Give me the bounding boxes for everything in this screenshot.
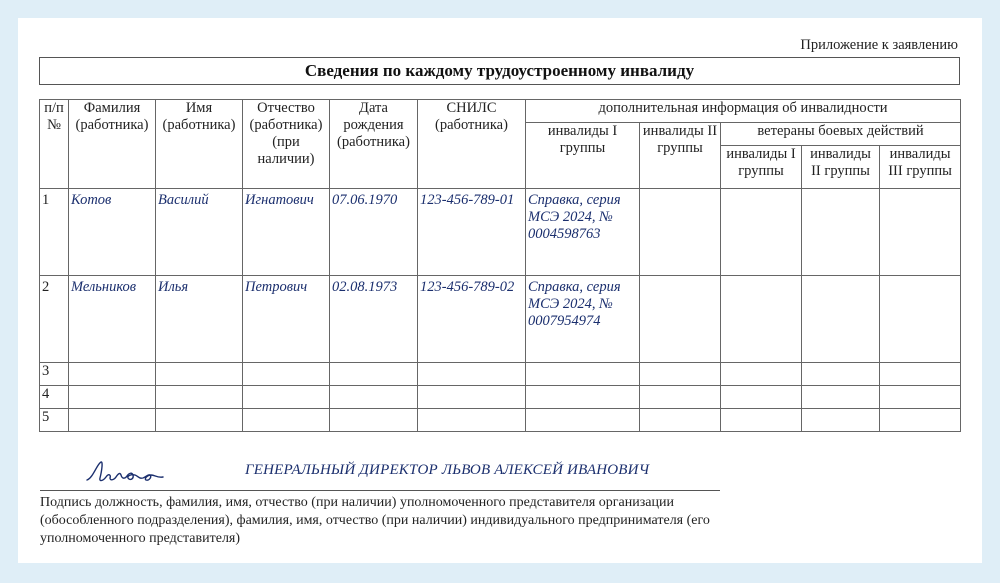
table-row [40, 189, 961, 276]
row-number: 1 [40, 189, 69, 276]
row-number: 4 [40, 386, 69, 409]
table-row [40, 363, 961, 386]
surname-cell: Мельников [69, 276, 156, 363]
surname-cell: Котов [69, 189, 156, 276]
handwritten-signature [83, 456, 173, 486]
empty-cell [721, 189, 802, 276]
header-disabled-group-1: инвалиды I группы [526, 123, 640, 189]
empty-cell [640, 189, 721, 276]
empty-cell [880, 276, 961, 363]
empty-cell [802, 189, 880, 276]
name-cell: Илья [156, 276, 243, 363]
header-num: п/п № [40, 100, 69, 189]
table-row [40, 276, 961, 363]
document-sheet [18, 18, 982, 563]
table-row [40, 386, 961, 409]
row-number: 2 [40, 276, 69, 363]
header-additional-info: дополнительная информация об инвалидности [526, 100, 961, 123]
header-veterans: ветераны боевых действий [721, 123, 961, 146]
disability-info-cell: Справка, серия МСЭ 2024, № 0007954974 [526, 276, 640, 363]
employees-table [39, 99, 961, 432]
empty-cell [880, 189, 961, 276]
header-surname: Фамилия (работника) [69, 100, 156, 189]
document-title: Сведения по каждому трудоустроенному инвалиду [39, 57, 960, 85]
row-number: 5 [40, 409, 69, 432]
header-disabled-group-2: инвалиды II группы [640, 123, 721, 189]
patronymic-cell: Петрович [243, 276, 330, 363]
table-row [40, 409, 961, 432]
header-snils: СНИЛС (работника) [418, 100, 526, 189]
birthdate-cell: 02.08.1973 [330, 276, 418, 363]
patronymic-cell: Игнатович [243, 189, 330, 276]
signature-caption: Подпись должность, фамилия, имя, отчество (при наличии) уполномоченного представителя организации (обособленного подразделения), фамилия, имя, отчество (при наличии) индивидуального предпринимателя (его уполномоченного представителя) [40, 495, 710, 546]
signature-line [40, 456, 720, 491]
empty-cell [640, 276, 721, 363]
header-patronymic: Отчество (работника) (при наличии) [243, 100, 330, 189]
snils-cell: 123-456-789-01 [418, 189, 526, 276]
birthdate-cell: 07.06.1970 [330, 189, 418, 276]
header-name: Имя (работника) [156, 100, 243, 189]
header-birthdate: Дата рождения (работника) [330, 100, 418, 189]
name-cell: Василий [156, 189, 243, 276]
snils-cell: 123-456-789-02 [418, 276, 526, 363]
empty-cell [721, 276, 802, 363]
header-veteran-group-3: инвалиды III группы [880, 146, 961, 189]
director-name: ГЕНЕРАЛЬНЫЙ ДИРЕКТОР ЛЬВОВ АЛЕКСЕЙ ИВАНОВИЧ [245, 462, 650, 478]
header-veteran-group-1: инвалиды I группы [721, 146, 802, 189]
row-number: 3 [40, 363, 69, 386]
header-veteran-group-2: инвалиды II группы [802, 146, 880, 189]
disability-info-cell: Справка, серия МСЭ 2024, № 0004598763 [526, 189, 640, 276]
empty-cell [802, 276, 880, 363]
appendix-label: Приложение к заявлению [800, 37, 958, 53]
